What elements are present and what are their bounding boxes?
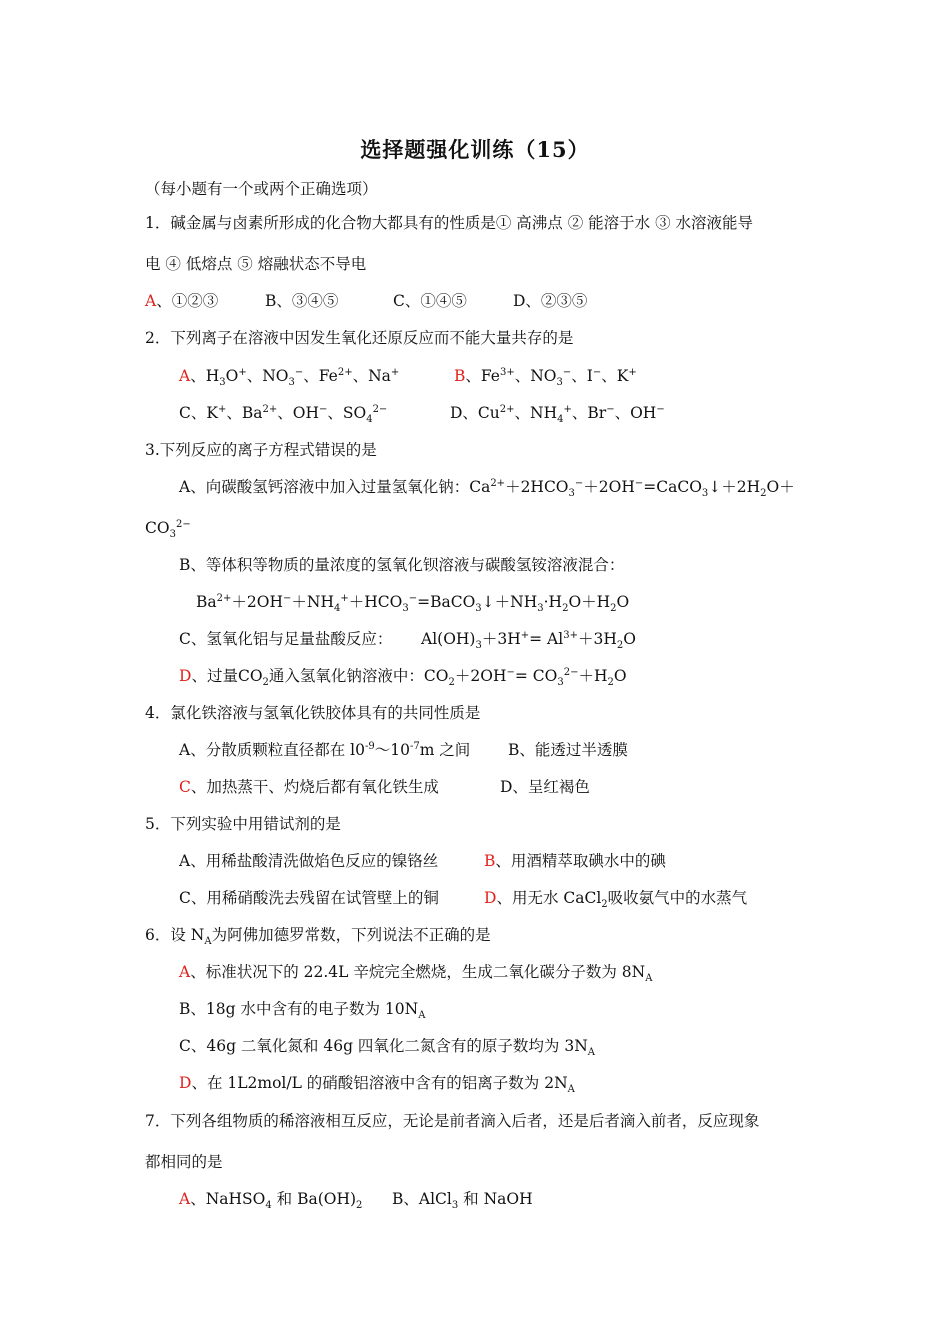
q1-stem-line2: 电 ④ 低熔点 ⑤ 熔融状态不导电 xyxy=(145,255,367,273)
q3-option-b-equation: $Ba^{2+}+2OH^-+NH_4^++HCO_3^-=BaCO_3↓+NH_3\cdot H_2O+H_2O$ xyxy=(196,592,630,615)
q1-option-d: D、②③⑤ xyxy=(513,292,588,310)
q4-options-ab xyxy=(179,740,628,760)
q4-option-c-letter: C xyxy=(179,778,191,796)
instruction-note: （每小题有一个或两个正确选项） xyxy=(145,180,378,198)
q3-option-a: A、向碳酸氢钙溶液中加入过量氢氧化钠：$Ca^{2+}+2HCO_3^-+2OH^-=CaCO_3↓+2H_2O+$ xyxy=(179,477,795,500)
q4-options-cd xyxy=(179,777,590,797)
q2-option-d: D、$Cu^{2+}$、$NH_4^+$、Br−、OH− xyxy=(450,403,665,426)
q7-stem-line2: 都相同的是 xyxy=(145,1153,223,1171)
page-title: 选择题强化训练（15） xyxy=(360,137,590,162)
q6-option-d: D、在 1L2mol/L 的硝酸铝溶液中含有的铝离子数为 $2N_A$ xyxy=(179,1074,575,1096)
q4-stem: 4．氯化铁溶液与氢氧化铁胶体具有的共同性质是 xyxy=(145,704,481,722)
q7-option-a: A、NaHSO$_4$ 和 $Ba(OH)_2$ xyxy=(179,1190,363,1212)
q4-option-b: B、能透过半透膜 xyxy=(508,741,628,759)
q2-option-c: C、K+、$Ba^{2+}$、OH−、$SO_4^{2-}$ xyxy=(179,403,388,426)
q1-options xyxy=(145,291,588,311)
q5-options-cd xyxy=(179,888,748,911)
q2-option-b: B、$Fe^{3+}$、$NO_3^-$、I−、K+ xyxy=(454,366,637,389)
q7-option-b: B、AlCl$_3$ 和 NaOH xyxy=(392,1190,533,1212)
q1-option-c: C、①④⑤ xyxy=(393,292,467,310)
q1-option-b: B、③④⑤ xyxy=(265,292,339,310)
q5-option-c: C、用稀硝酸洗去残留在试管壁上的铜 xyxy=(179,889,439,907)
q3-stem: 3.下列反应的离子方程式错误的是 xyxy=(145,441,377,459)
q2-options-cd xyxy=(179,403,665,426)
q5-options-ab xyxy=(179,851,666,871)
q3-option-a-cont: $CO_3^{2-}$ xyxy=(145,518,191,541)
q6-option-a: A、标准状况下的 22.4L 辛烷完全燃烧，生成二氧化碳分子数为 $8N_A$ xyxy=(179,963,653,985)
q7-stem-line1: 7．下列各组物质的稀溶液相互反应，无论是前者滴入后者，还是后者滴入前者，反应现象 xyxy=(145,1112,760,1130)
q1-stem-line1: 1．碱金属与卤素所形成的化合物大都具有的性质是① 高沸点 ② 能溶于水 ③ 水溶液能导 xyxy=(145,214,753,232)
q1-option-a-letter: A xyxy=(145,292,157,310)
q2-option-a-text: 、$H_3O^+$、$NO_3^-$、$Fe^{2+}$、Na+ xyxy=(190,366,400,389)
q7-options-ab xyxy=(179,1189,533,1212)
q1-option-a-text: 、①②③ xyxy=(156,292,219,310)
q5-option-a: A、用稀盐酸清洗做焰色反应的镍铬丝 xyxy=(179,852,439,870)
q2-option-a-letter: A xyxy=(179,367,191,385)
q5-option-b: B、用酒精萃取碘水中的碘 xyxy=(484,852,666,870)
q4-option-c-text: 、加热蒸干、灼烧后都有氧化铁生成 xyxy=(190,778,439,796)
q2-options-ab xyxy=(179,366,637,389)
q3-option-c: C、氢氧化铝与足量盐酸反应： $Al(OH)_3+3H^+= Al^{3+}+3H_2O$ xyxy=(179,629,636,652)
q4-option-a: A、分散质颗粒直径都在 $l0^{-9}\sim 10^{-7}m$ 之间 xyxy=(179,740,471,759)
q6-stem: 6．设 $N_A$为阿佛加德罗常数，下列说法不正确的是 xyxy=(145,926,491,948)
q3-option-b: B、等体积等物质的量浓度的氢氧化钡溶液与碳酸氢铵溶液混合： xyxy=(179,556,625,574)
q6-option-b: B、18g 水中含有的电子数为 $10N_A$ xyxy=(179,1000,426,1022)
q6-option-c: C、46g 二氧化氮和 46g 四氧化二氮含有的原子数均为 $3N_A$ xyxy=(179,1037,596,1059)
q4-option-d: D、呈红褐色 xyxy=(500,778,590,796)
q3-option-d: D、过量$CO_2$通入氢氧化钠溶液中：$CO_2+2OH^-= CO_3^{2-}+H_2O$ xyxy=(179,666,627,689)
q5-stem: 5．下列实验中用错试剂的是 xyxy=(145,815,341,833)
q5-option-d: D、用无水 CaCl$_2$吸收氨气中的水蒸气 xyxy=(484,889,748,911)
q2-stem: 2．下列离子在溶液中因发生氧化还原反应而不能大量共存的是 xyxy=(145,329,574,347)
